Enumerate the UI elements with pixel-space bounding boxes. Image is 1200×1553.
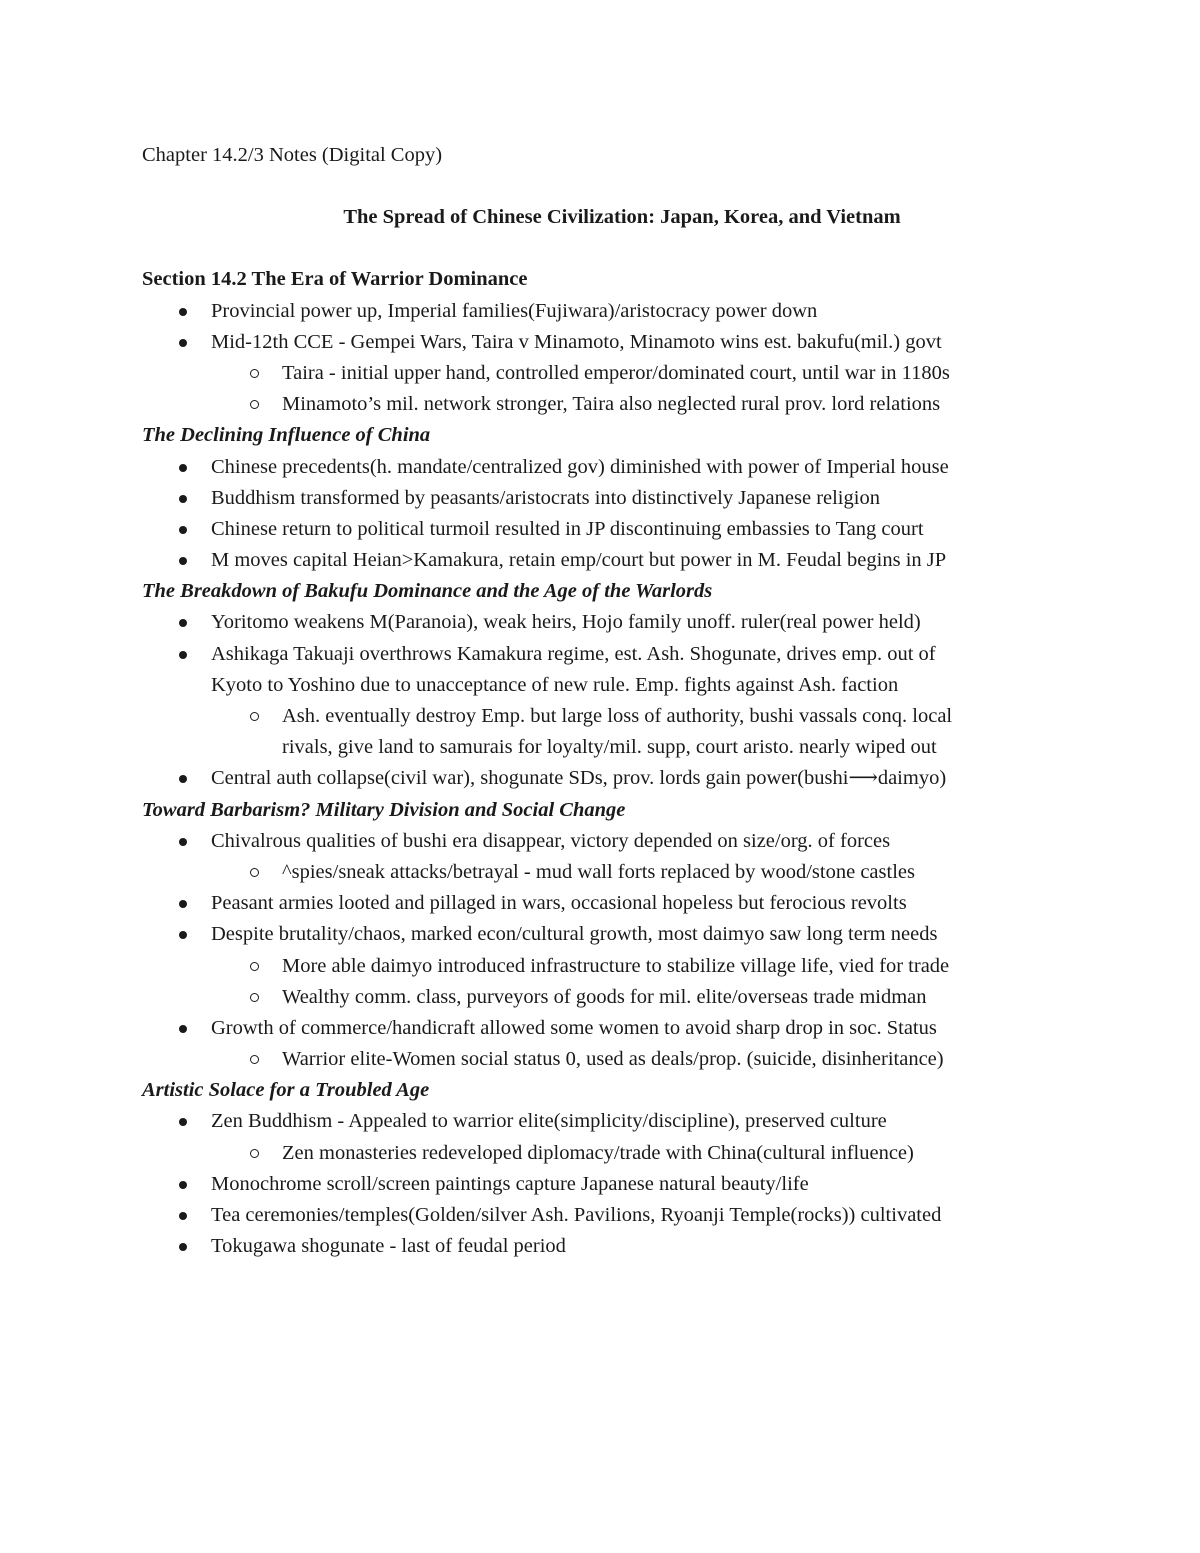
bullet-icon (179, 931, 187, 939)
sub-bullet-text: Wealthy comm. class, purveyors of goods for mil. elite/overseas trade midman (282, 985, 927, 1008)
sub-bullet-item (142, 1044, 1102, 1075)
hollow-bullet-icon (250, 868, 259, 877)
sub-bullet-text: Warrior elite-Women social status 0, used as deals/prop. (suicide, disinheritance) (282, 1048, 944, 1071)
bullet-item (142, 483, 1102, 514)
bullet-icon (179, 1118, 187, 1126)
bullet-icon (179, 838, 187, 846)
sub-bullet-text: Taira - initial upper hand, controlled emperor/dominated court, until war in 1180s (282, 361, 950, 384)
hollow-bullet-icon (250, 369, 259, 378)
section-heading: Section 14.2 The Era of Warrior Dominance (142, 268, 528, 291)
document-page (142, 140, 1102, 1262)
sub-bullet-item (142, 857, 1102, 888)
bullet-icon (179, 308, 187, 316)
sub-bullet-text: Minamoto’s mil. network stronger, Taira also neglected rural prov. lord relations (282, 393, 941, 416)
bullet-item (142, 888, 1102, 919)
sub-bullet-item (142, 389, 1102, 420)
bullet-text: Provincial power up, Imperial families(Fujiwara)/aristocracy power down (211, 299, 818, 322)
sub-bullet-text: Zen monasteries redeveloped diplomacy/trade with China(cultural influence) (282, 1141, 914, 1164)
bullet-icon (179, 495, 187, 503)
bullet-text: M moves capital Heian>Kamakura, retain emp/court but power in M. Feudal begins in JP (211, 549, 947, 572)
bullet-icon (179, 339, 187, 347)
bullet-item (142, 1169, 1102, 1200)
bullet-text: Ashikaga Takuaji overthrows Kamakura regime, est. Ash. Shogunate, drives emp. out of (211, 642, 936, 665)
bullet-text: Chinese precedents(h. mandate/centralized gov) diminished with power of Imperial house (211, 455, 949, 478)
sub-bullet-item (142, 358, 1102, 389)
hollow-bullet-icon (250, 962, 259, 971)
bullet-item (142, 545, 1102, 576)
sub-bullet-item (142, 1138, 1102, 1169)
subsection-heading: Artistic Solace for a Troubled Age (142, 1079, 430, 1102)
bullet-text: Chivalrous qualities of bushi era disappear, victory depended on size/org. of forces (211, 829, 891, 852)
sub-bullet-item (142, 982, 1102, 1013)
bullet-text: Zen Buddhism - Appealed to warrior elite(simplicity/discipline), preserved culture (211, 1110, 887, 1133)
bullet-item (142, 1106, 1102, 1137)
bullet-item (142, 327, 1102, 358)
bullet-item (142, 826, 1102, 857)
bullet-continuation: Kyoto to Yoshino due to unacceptance of new rule. Emp. fights against Ash. faction (211, 673, 899, 696)
bullet-icon (179, 1212, 187, 1220)
bullet-text: Despite brutality/chaos, marked econ/cultural growth, most daimyo saw long term needs (211, 923, 938, 946)
sub-bullet-text: ^spies/sneak attacks/betrayal - mud wall forts replaced by wood/stone castles (282, 860, 915, 883)
bullet-text: Tokugawa shogunate - last of feudal period (211, 1235, 566, 1258)
sub-bullet-continuation: rivals, give land to samurais for loyalty/mil. supp, court aristo. nearly wiped out (282, 736, 937, 759)
bullet-icon (179, 900, 187, 908)
hollow-bullet-icon (250, 1055, 259, 1064)
sub-bullet-text: Ash. eventually destroy Emp. but large loss of authority, bushi vassals conq. local (282, 705, 953, 727)
hollow-bullet-icon (250, 1149, 259, 1158)
bullet-icon (179, 1243, 187, 1251)
hollow-bullet-icon (250, 400, 259, 409)
bullet-item (142, 514, 1102, 545)
bullet-text: Buddhism transformed by peasants/aristocrats into distinctively Japanese religion (211, 486, 880, 509)
bullet-text: Central auth collapse(civil war), shogunate SDs, prov. lords gain power(bushi⟶daimyo) (211, 767, 947, 790)
bullet-icon (179, 1025, 187, 1033)
subsection-heading: The Breakdown of Bakufu Dominance and the Age of the Warlords (142, 580, 713, 603)
bullet-icon (179, 1181, 187, 1189)
bullet-text: Yoritomo weakens M(Paranoia), weak heirs, Hojo family unoff. ruler(real power held) (211, 611, 921, 634)
document-header: Chapter 14.2/3 Notes (Digital Copy) (142, 144, 443, 166)
bullet-icon (179, 619, 187, 627)
bullet-item (142, 1200, 1102, 1231)
document-title: The Spread of Chinese Civilization: Japan, Korea, and Vietnam (343, 206, 901, 229)
bullet-icon (179, 526, 187, 534)
hollow-bullet-icon (250, 993, 259, 1002)
bullet-text: Chinese return to political turmoil resulted in JP discontinuing embassies to Tang court (211, 517, 924, 540)
bullet-item (142, 1013, 1102, 1044)
bullet-icon (179, 651, 187, 659)
bullet-item (142, 607, 1102, 638)
sub-bullet-item (142, 951, 1102, 982)
bullet-item (142, 296, 1102, 327)
bullet-text: Monochrome scroll/screen paintings capture Japanese natural beauty/life (211, 1172, 809, 1195)
bullet-item (142, 919, 1102, 950)
bullet-text: Growth of commerce/handicraft allowed some women to avoid sharp drop in soc. Status (211, 1016, 937, 1039)
bullet-text: Peasant armies looted and pillaged in wars, occasional hopeless but ferocious revolts (211, 892, 907, 915)
subsection-heading: The Declining Influence of China (142, 424, 431, 447)
bullet-icon (179, 775, 187, 783)
sub-bullet-item (142, 701, 1102, 732)
bullet-item (142, 639, 1102, 670)
bullet-item (142, 452, 1102, 483)
bullet-text: Tea ceremonies/temples(Golden/silver Ash. Pavilions, Ryoanji Temple(rocks)) cultivated (211, 1204, 942, 1226)
subsection-heading: Toward Barbarism? Military Division and Social Change (142, 798, 626, 821)
bullet-icon (179, 464, 187, 472)
bullet-item (142, 1231, 1102, 1262)
bullet-icon (179, 557, 187, 565)
bullet-item (142, 763, 1102, 794)
hollow-bullet-icon (250, 712, 259, 721)
bullet-text: Mid-12th CCE - Gempei Wars, Taira v Minamoto, Minamoto wins est. bakufu(mil.) govt (211, 330, 942, 353)
sub-bullet-text: More able daimyo introduced infrastructure to stabilize village life, vied for trade (282, 954, 950, 977)
